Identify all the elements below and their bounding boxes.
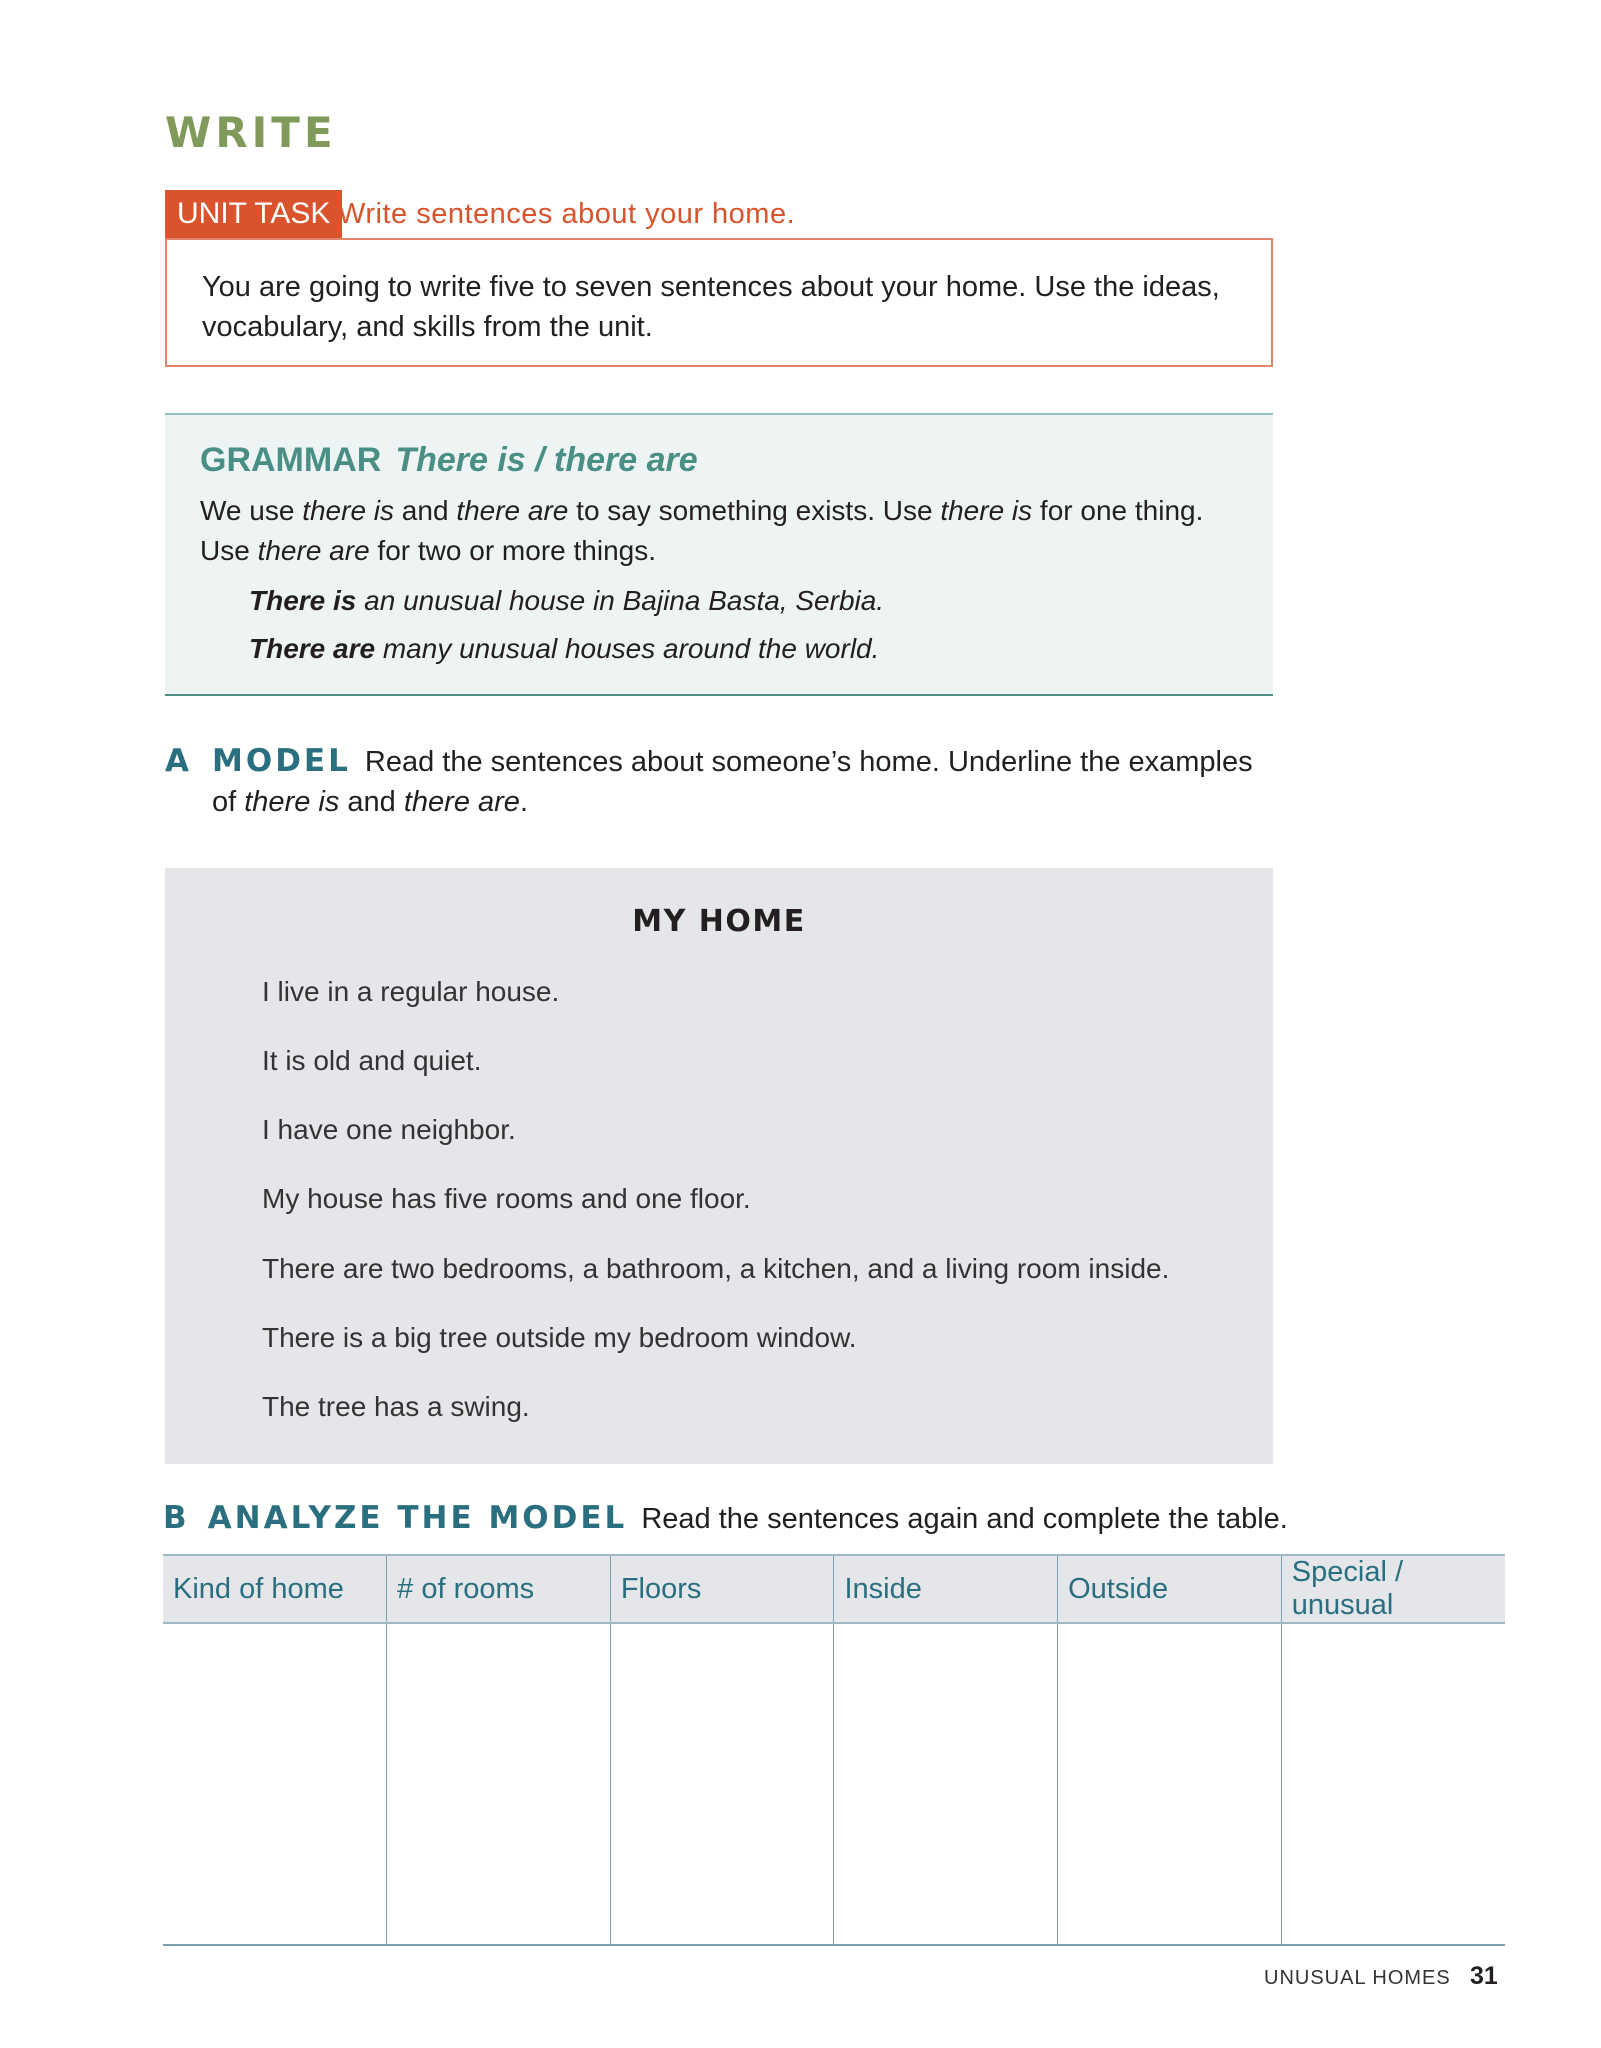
exercise-b-instruction: Read the sentences again and complete the table. xyxy=(641,1503,1288,1535)
model-title: MY HOME xyxy=(632,904,806,939)
model-box xyxy=(165,868,1273,1464)
exercise-a xyxy=(165,741,1273,822)
column-header: Floors xyxy=(610,1555,834,1623)
section-title: WRITE xyxy=(165,108,337,157)
unit-task-tab: UNIT TASK xyxy=(165,190,342,238)
grammar-example: There are many unusual houses around the world. xyxy=(249,633,880,664)
grammar-box xyxy=(165,413,1273,696)
unit-task-heading: Write sentences about your home. xyxy=(338,198,796,230)
model-sentence: It is old and quiet. xyxy=(262,1045,482,1076)
table-cell-kind-of-home[interactable] xyxy=(163,1623,387,1945)
table-row xyxy=(163,1623,1505,1945)
grammar-topic: There is / there are xyxy=(395,441,698,479)
grammar-example: There is an unusual house in Bajina Basta, Serbia. xyxy=(249,585,885,616)
table-cell-rooms[interactable] xyxy=(387,1623,611,1945)
model-sentence: My house has five rooms and one floor. xyxy=(262,1183,751,1214)
model-sentence: There is a big tree outside my bedroom window. xyxy=(262,1322,857,1353)
exercise-b-letter: B xyxy=(163,1500,190,1536)
table-cell-outside[interactable] xyxy=(1058,1623,1282,1945)
model-sentence: The tree has a swing. xyxy=(262,1391,530,1422)
grammar-label: GRAMMAR xyxy=(200,441,382,479)
table-header-row xyxy=(163,1555,1505,1623)
table-cell-special[interactable] xyxy=(1281,1623,1505,1945)
exercise-b xyxy=(163,1498,1288,1539)
unit-task-body: You are going to write five to seven sentences about your home. Use the ideas, vocabulary, and skills from the unit. xyxy=(202,271,1220,343)
model-sentence: I live in a regular house. xyxy=(262,976,560,1007)
grammar-title xyxy=(200,441,1239,480)
exercise-a-label: MODEL xyxy=(212,743,351,779)
exercise-a-letter: A xyxy=(165,743,192,779)
exercise-a-instruction: MODEL Read the sentences about someone’s home. Underline the examples of there is and there are. xyxy=(212,743,1253,818)
analysis-table xyxy=(163,1554,1505,1946)
table-cell-inside[interactable] xyxy=(834,1623,1058,1945)
page-number: 31 xyxy=(1470,1962,1498,1990)
model-sentence: I have one neighbor. xyxy=(262,1114,516,1145)
unit-task-box xyxy=(165,238,1273,367)
exercise-b-label: ANALYZE THE MODEL xyxy=(207,1500,628,1536)
grammar-explanation: We use there is and there are to say something exists. Use there is for one thing. Use there are for two or more things. xyxy=(200,495,1204,566)
column-header: # of rooms xyxy=(387,1555,611,1623)
column-header: Inside xyxy=(834,1555,1058,1623)
running-title: UNUSUAL HOMES xyxy=(1264,1967,1451,1989)
model-sentence: There are two bedrooms, a bathroom, a kitchen, and a living room inside. xyxy=(262,1253,1170,1284)
column-header: Special / unusual xyxy=(1281,1555,1505,1623)
table-cell-floors[interactable] xyxy=(610,1623,834,1945)
column-header: Kind of home xyxy=(163,1555,387,1623)
column-header: Outside xyxy=(1058,1555,1282,1623)
